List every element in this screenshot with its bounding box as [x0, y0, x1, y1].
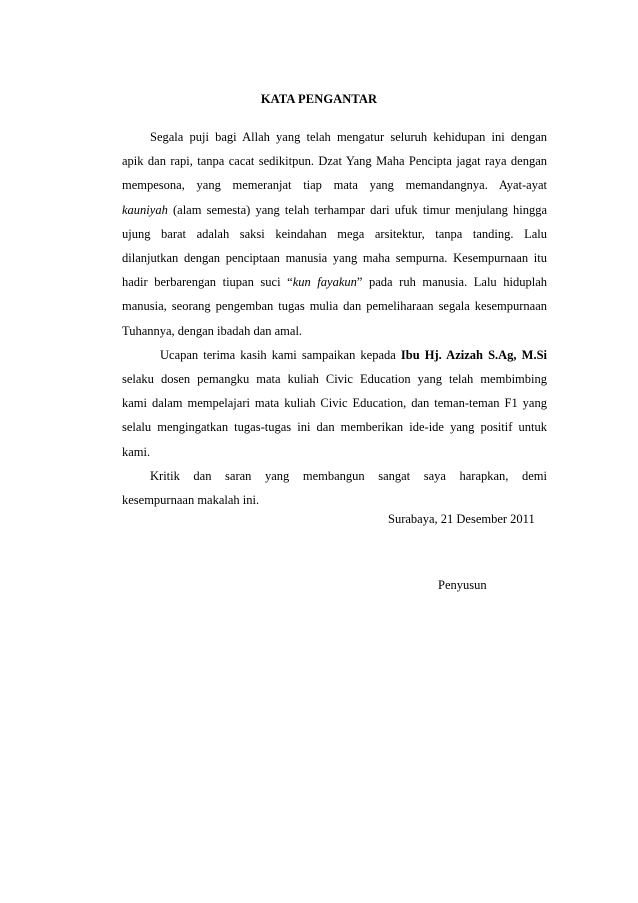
paragraph-line: ujung barat adalah saksi keindahan mega arsitektur, tanpa tanding. Lalu: [122, 226, 547, 241]
paragraph-line: manusia, seorang pengemban tugas mulia dan pemeliharaan segala kesempurnaan: [122, 299, 547, 314]
italic-term-kun-fayakun: kun fayakun: [292, 275, 357, 290]
paragraph-line: dilanjutkan dengan penciptaan manusia yang maha sempurna. Kesempurnaan itu: [122, 251, 547, 266]
paragraph-line: selaku dosen pemangku mata kuliah Civic Education yang telah membimbing: [122, 372, 547, 387]
paragraph-closing: [122, 464, 547, 512]
paragraph-line: Kritik dan saran yang membangun sangat saya harapkan, demi: [150, 468, 547, 483]
paragraph-line: Segala puji bagi Allah yang telah mengatur seluruh kehidupan ini dengan: [150, 130, 547, 144]
signature-place-date: Surabaya, 21 Desember 2011: [388, 512, 535, 526]
paragraph-line: kami.: [122, 444, 151, 459]
paragraph-line: Tuhannya, dengan ibadah dan amal.: [122, 323, 303, 338]
paragraph-line: [122, 198, 547, 222]
page-title: KATA PENGANTAR: [260, 92, 378, 106]
paragraph-thanks: [122, 343, 547, 464]
paragraph-line: mempesona, yang memeranjat tiap mata yang memandangnya. Ayat-ayat: [122, 178, 547, 193]
lecturer-name: Ibu Hj. Azizah S.Ag, M.Si: [400, 347, 548, 362]
paragraph-opening: [122, 125, 547, 343]
paragraph-line: kesempurnaan makalah ini.: [122, 493, 260, 508]
paragraph-line: [122, 270, 547, 294]
paragraph-line: [122, 343, 547, 367]
paragraph-line-text: (alam semesta) yang telah terhampar dari ufuk timur menjulang hingga: [172, 202, 548, 217]
document-body: [122, 125, 547, 512]
paragraph-line: kami dalam mempelajari mata kuliah Civic Education, dan teman-teman F1 yang: [122, 396, 547, 411]
paragraph-line-text: hadir berbarengan tiupan suci “: [122, 275, 293, 290]
paragraph-line-text: ” pada ruh manusia. Lalu hiduplah: [356, 275, 547, 290]
paragraph-line-text: Ucapan terima kasih kami sampaikan kepada: [160, 347, 401, 362]
paragraph-line: apik dan rapi, tanpa cacat sedikitpun. Dzat Yang Maha Pencipta jagat raya dengan: [122, 154, 547, 169]
signature-role: Penyusun: [438, 578, 487, 592]
paragraph-line: selalu mengingatkan tugas-tugas ini dan memberikan ide-ide yang positif untuk: [122, 420, 547, 435]
italic-term-kauniyah: kauniyah: [122, 202, 168, 217]
